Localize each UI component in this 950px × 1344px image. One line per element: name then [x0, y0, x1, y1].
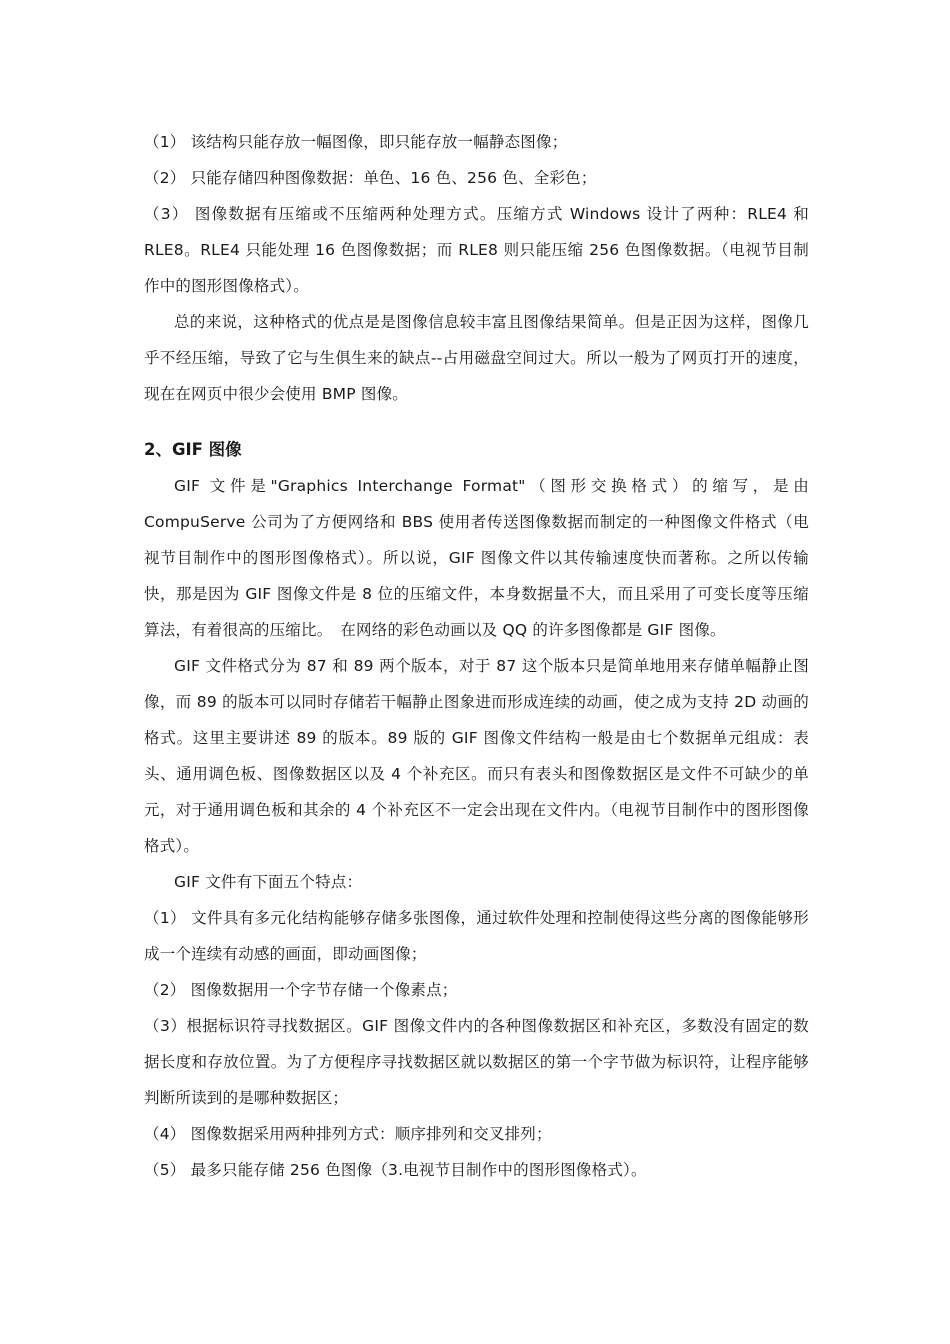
list-item-bmp-3: （3） 图像数据有压缩或不压缩两种处理方式。压缩方式 Windows 设计了两种：RLE4 和 RLE8。RLE4 只能处理 16 色图像数据；而 RLE8 则只能压缩 256 色图像数据。（电视节目制作中的图形图像格式）。 [144, 205, 809, 295]
gif-features-lead: GIF 文件有下面五个特点： [174, 873, 363, 891]
list-item-bmp-2: （2） 只能存储四种图像数据：单色、16 色、256 色、全彩色； [144, 169, 597, 187]
bmp-summary-paragraph: 总的来说，这种格式的优点是是图像信息较丰富且图像结果简单。但是正因为这样，图像几乎不经压缩，导致了它与生俱生来的缺点--占用磁盘空间过大。所以一般为了网页打开的速度，现在在网页中很少会使用 BMP 图像。 [144, 313, 809, 403]
gif-versions-paragraph: GIF 文件格式分为 87 和 89 两个版本，对于 87 这个版本只是简单地用来存储单幅静止图像，而 89 的版本可以同时存储若干幅静止图象进而形成连续的动画，使之成为支持 2D 动画的格式。这里主要讲述 89 的版本。89 版的 GIF 图像文件结构一般是由七个数据单元组成：表头、通用调色板、图像数据区以及 4 个补充区。而只有表头和图像数据区是文件不可缺少的单元，对于通用调色板和其余的 4 个补充区不一定会出现在文件内。（电视节目制作中的图形图像格式）。 [144, 657, 809, 855]
list-item-gif-3: （3）根据标识符寻找数据区。GIF 图像文件内的各种图像数据区和补充区，多数没有固定的数据长度和存放位置。为了方便程序寻找数据区就以数据区的第一个字节做为标识符，让程序能够判断所读到的是哪种数据区； [144, 1017, 809, 1107]
list-item-gif-2: （2） 图像数据用一个字节存储一个像素点； [144, 981, 458, 999]
list-item-gif-5: （5） 最多只能存储 256 色图像（3.电视节目制作中的图形图像格式）。 [144, 1161, 647, 1179]
document-body [144, 124, 809, 1188]
list-item-gif-1: （1） 文件具有多元化结构能够存储多张图像，通过软件处理和控制使得这些分离的图像能够形成一个连续有动感的画面，即动画图像； [144, 909, 809, 963]
section-heading-gif: 2、GIF 图像 [144, 440, 242, 459]
list-item-gif-4: （4） 图像数据采用两种排列方式：顺序排列和交叉排列； [144, 1125, 552, 1143]
gif-intro-paragraph: GIF 文件是"Graphics Interchange Format"（图形交换格式）的缩写，是由 CompuServe 公司为了方便网络和 BBS 使用者传送图像数据而制定的一种图像文件格式（电视节目制作中的图形图像格式）。所以说，GIF 图像文件以其传输速度快而著称。之所以传输快，那是因为 GIF 图像文件是 8 位的压缩文件，本身数据量不大，而且采用了可变长度等压缩算法，有着很高的压缩比。 在网络的彩色动画以及 QQ 的许多图像都是 GIF 图像。 [144, 477, 809, 639]
list-item-bmp-1: （1） 该结构只能存放一幅图像，即只能存放一幅静态图像； [144, 133, 568, 151]
